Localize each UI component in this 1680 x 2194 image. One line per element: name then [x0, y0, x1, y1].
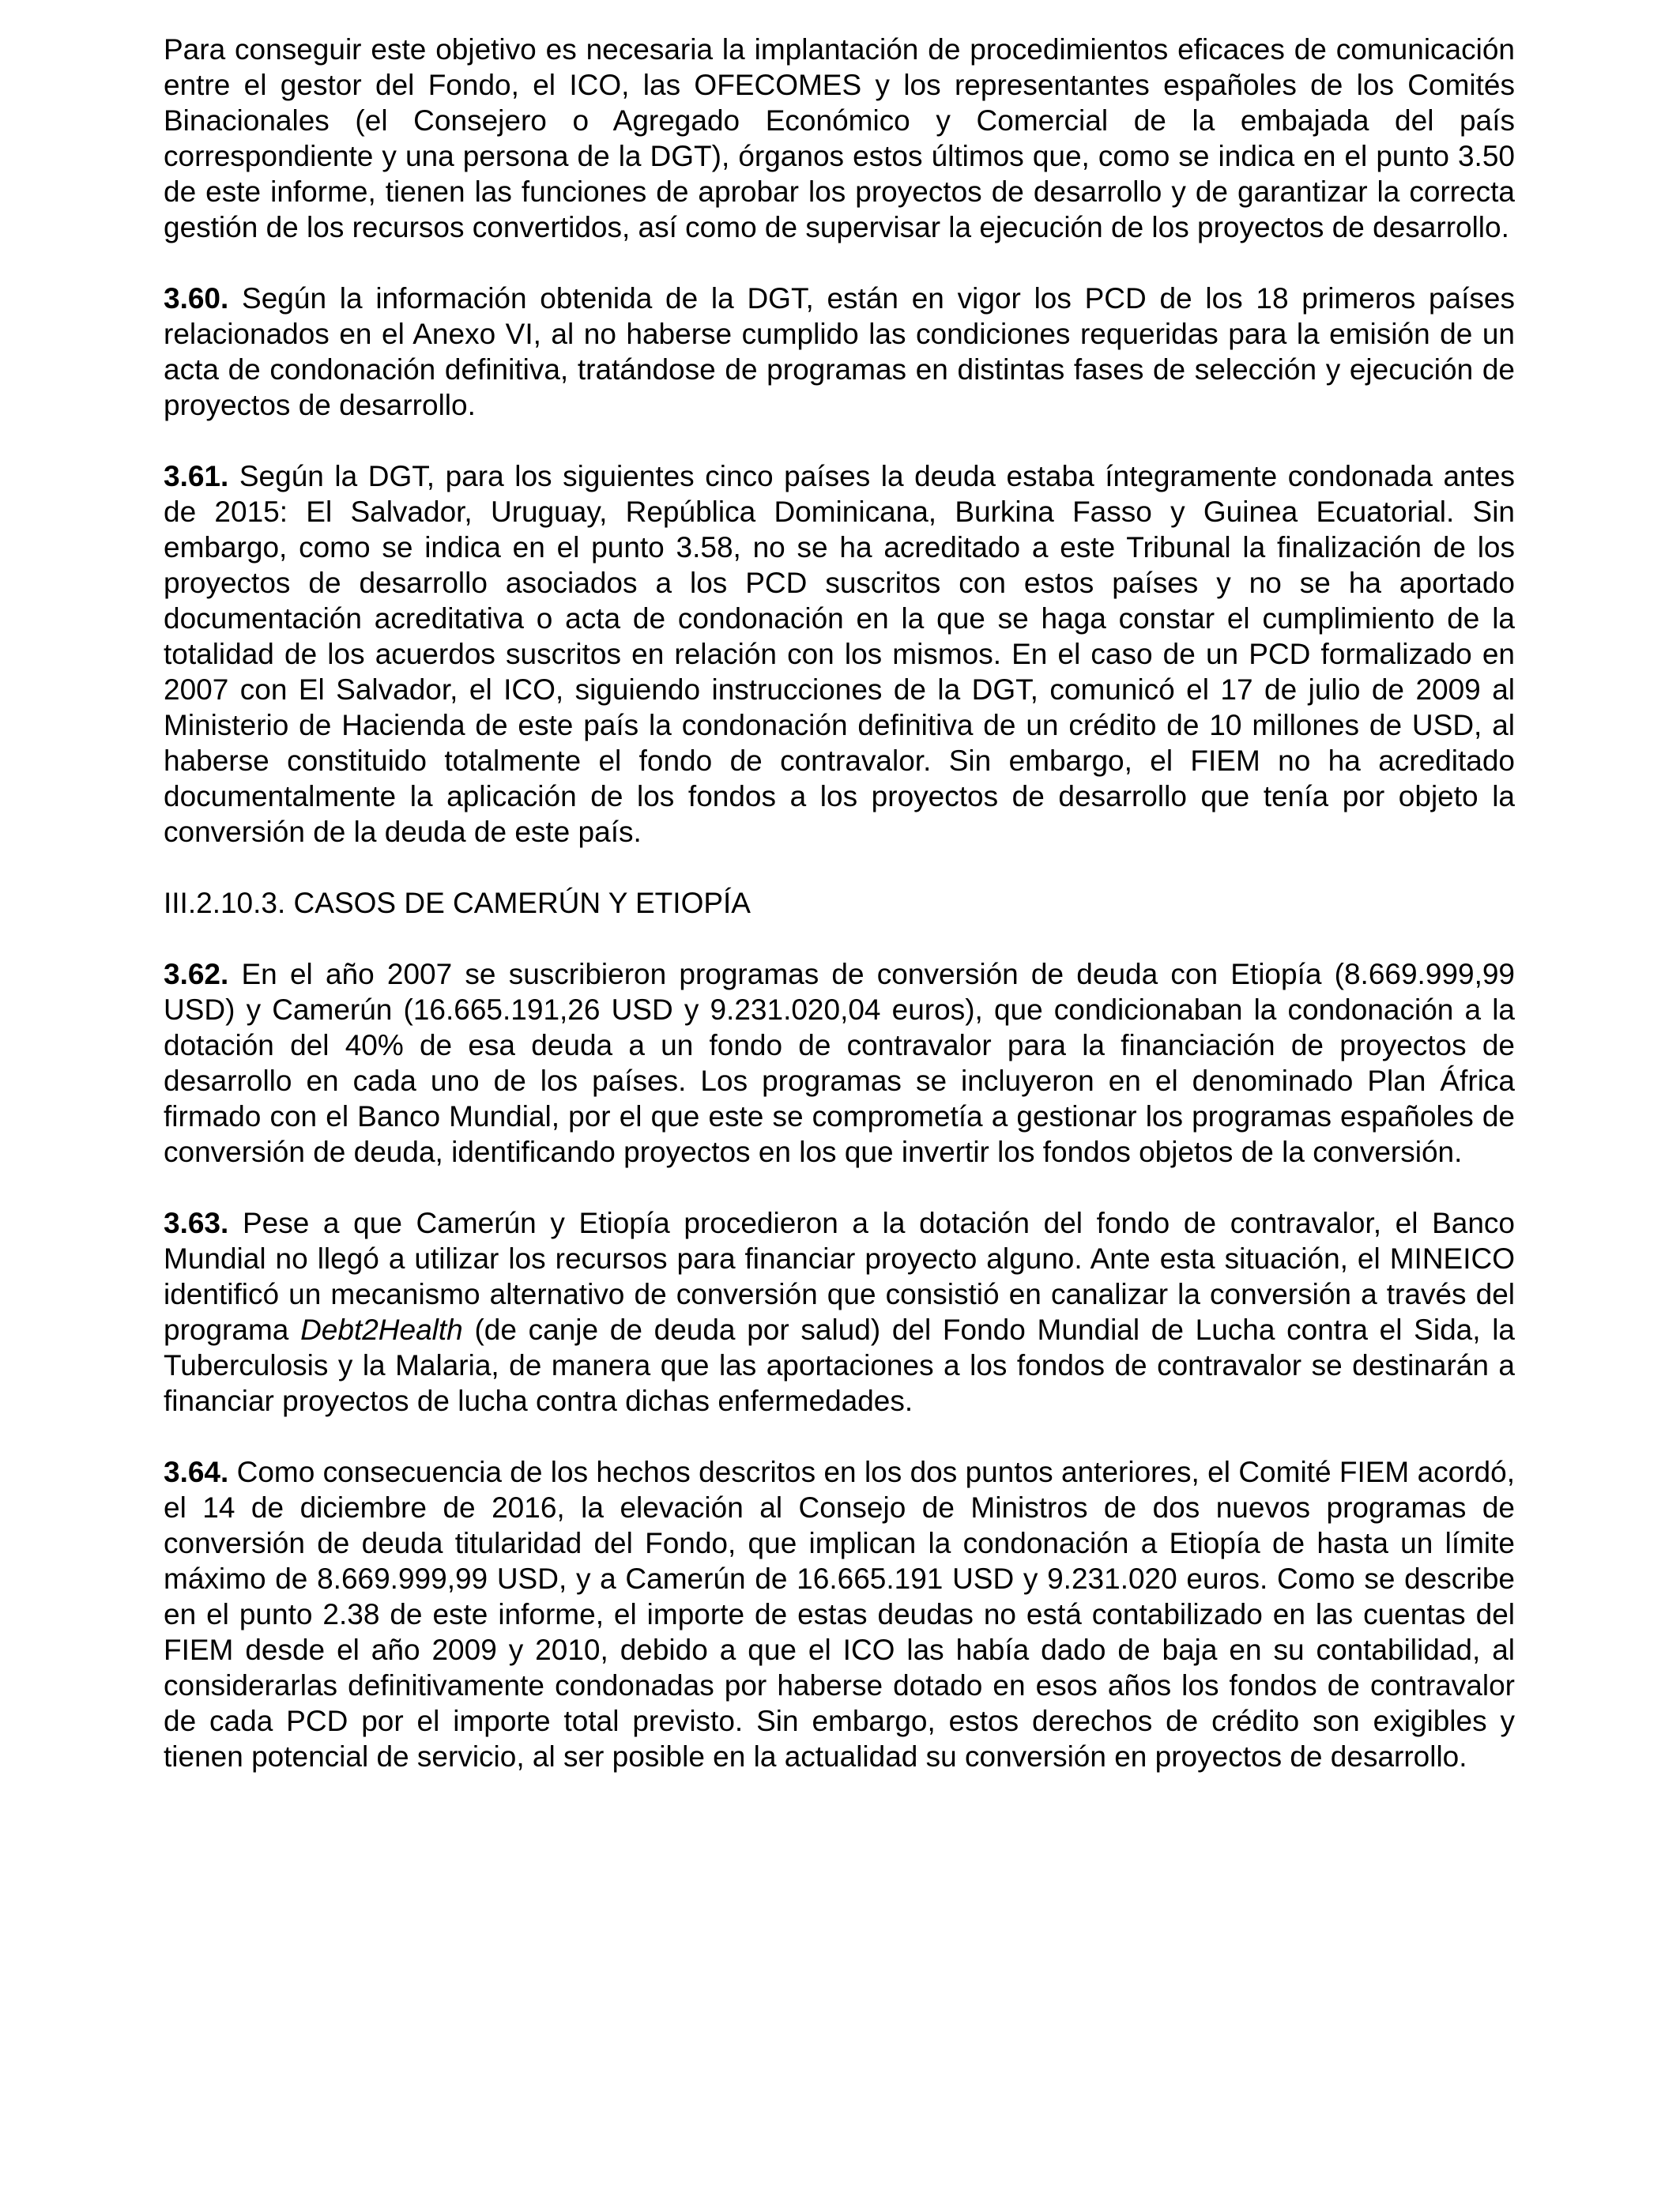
paragraph-text: Según la DGT, para los siguientes cinco países la deuda estaba íntegramente condonada antes de 2015: El Salvador, Uruguay, República Dominicana, Burkina Fasso y Guinea Ecuatorial. Sin embargo, como se indica en el punto 3.58, no se ha acreditado a este Tribunal la finalización de los proyectos de desarrollo asociados a los PCD suscritos con estos países y no se ha aportado documentación acreditativa o acta de condonación en la que se haga constar el cumplimiento de la totalidad de los acuerdos suscritos en relación con los mismos. En el caso de un PCD formalizado en 2007 con El Salvador, el ICO, siguiendo instrucciones de la DGT, comunicó el 17 de julio de 2009 al Ministerio de Hacienda de este país la condonación definitiva de un crédito de 10 millones de USD, al haberse constituido totalmente el fondo de contravalor. Sin embargo, el FIEM no ha acreditado documentalmente la aplicación de los fondos a los proyectos de desarrollo que tenía por objeto la conversión de la deuda de este país.: [164, 460, 1515, 848]
paragraph-number: 3.64.: [164, 1456, 229, 1488]
section-heading: III.2.10.3. CASOS DE CAMERÚN Y ETIOPÍA: [164, 887, 751, 919]
paragraph-text: Pese a que Camerún y Etiopía procedieron a la dotación del fondo de contravalor, el Banco Mundial no llegó a utilizar los recursos para financiar proyecto alguno. Ante esta situación, el MINEICO identificó un mecanismo alternativo de conversión que consistió en canalizar la conversión a través del programa: [164, 1207, 1515, 1346]
paragraph-number: 3.61.: [164, 460, 229, 492]
paragraph-text: Como consecuencia de los hechos descritos en los dos puntos anteriores, el Comité FIEM acordó, el 14 de diciembre de 2016, la elevación al Consejo de Ministros de dos nuevos programas de conversión de deuda titularidad del Fondo, que implican la condonación a Etiopía de hasta un límite máximo de 8.669.999,99 USD, y a Camerún de 16.665.191 USD y 9.231.020 euros. Como se describe en el punto 2.38 de este informe, el importe de estas deudas no está contabilizado en las cuentas del FIEM desde el año 2009 y 2010, debido a que el ICO las había dado de baja en su contabilidad, al considerarlas definitivamente condonadas por haberse dotado en esos años los fondos de contravalor de cada PCD por el importe total previsto. Sin embargo, estos derechos de crédito son exigibles y tienen potencial de servicio, al ser posible en la actualidad su conversión en proyectos de desarrollo.: [164, 1456, 1515, 1773]
paragraph-text-continued: (de canje de deuda por salud) del Fondo Mundial de Lucha contra el Sida, la Tuberculosis y la Malaria, de manera que las aportaciones a los fondos de contravalor se destinarán a financiar proyectos de lucha contra dichas enfermedades.: [164, 1314, 1515, 1417]
paragraph-3-60: [164, 281, 1515, 423]
paragraph-number: 3.63.: [164, 1207, 229, 1239]
paragraph-text: En el año 2007 se suscribieron programas de conversión de deuda con Etiopía (8.669.999,99 USD) y Camerún (16.665.191,26 USD y 9.231.020,04 euros), que condicionaban la condonación a la dotación del 40% de esa deuda a un fondo de contravalor para la financiación de proyectos de desarrollo en cada uno de los países. Los programas se incluyeron en el denominado Plan África firmado con el Banco Mundial, por el que este se comprometía a gestionar los programas españoles de conversión de deuda, identificando proyectos en los que invertir los fondos objetos de la conversión.: [164, 958, 1515, 1168]
paragraph-3-64: [164, 1454, 1515, 1774]
paragraph-text: Según la información obtenida de la DGT, están en vigor los PCD de los 18 primeros países relacionados en el Anexo VI, al no haberse cumplido las condiciones requeridas para la emisión de un acta de condonación definitiva, tratándose de programas en distintas fases de selección y ejecución de proyectos de desarrollo.: [164, 282, 1515, 421]
paragraph-3-63: [164, 1205, 1515, 1419]
paragraph-3-62: [164, 956, 1515, 1170]
program-name-italic: Debt2Health: [300, 1314, 463, 1346]
paragraph-number: 3.60.: [164, 282, 229, 315]
document-page: [164, 32, 1515, 1810]
paragraph-text: Para conseguir este objetivo es necesaria la implantación de procedimientos eficaces de comunicación entre el gestor del Fondo, el ICO, las OFECOMES y los representantes españoles de los Comités Binacionales (el Consejero o Agregado Económico y Comercial de la embajada del país correspondiente y una persona de la DGT), órganos estos últimos que, como se indica en el punto 3.50 de este informe, tienen las funciones de aprobar los proyectos de desarrollo y de garantizar la correcta gestión de los recursos convertidos, así como de supervisar la ejecución de los proyectos de desarrollo.: [164, 33, 1515, 243]
paragraph-number: 3.62.: [164, 958, 229, 990]
paragraph-intro: [164, 32, 1515, 245]
paragraph-3-61: [164, 458, 1515, 850]
